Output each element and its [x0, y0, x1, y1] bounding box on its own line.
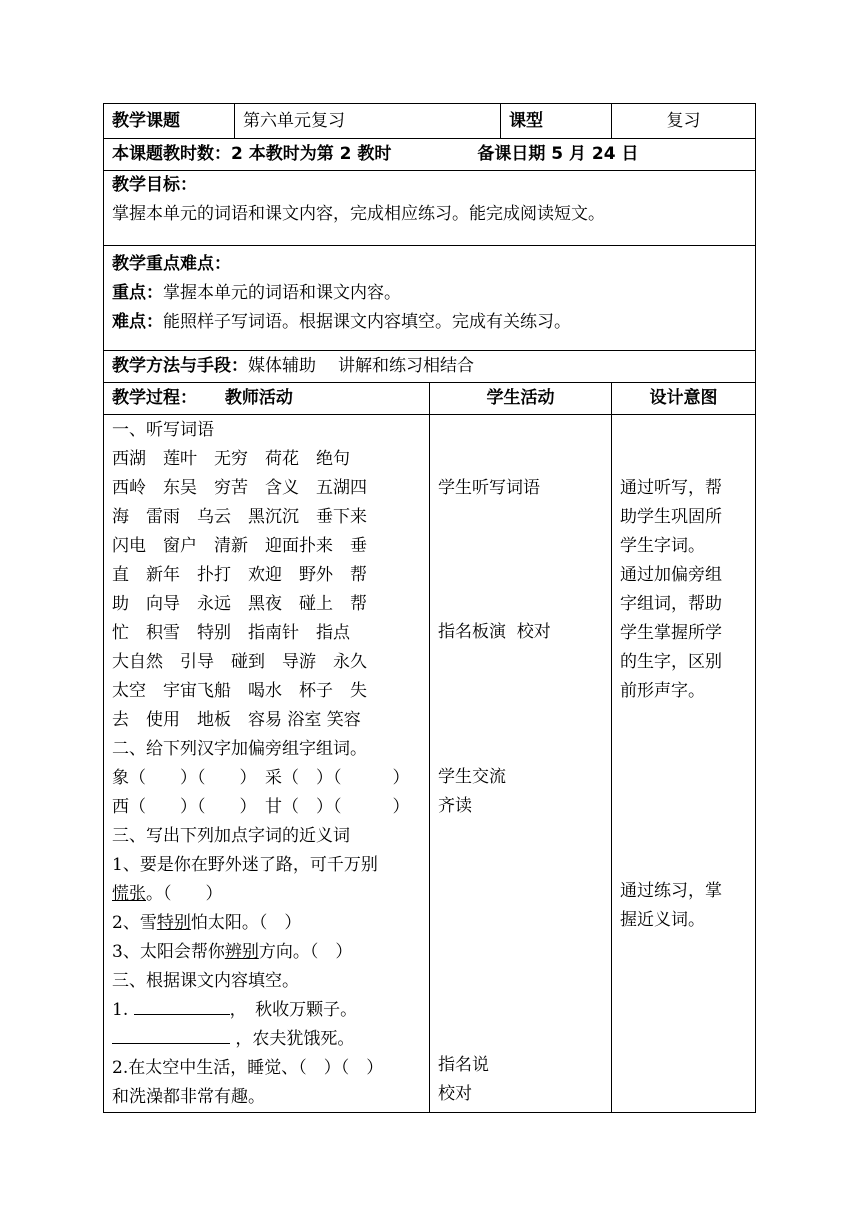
goals-text: 掌握本单元的词语和课文内容，完成相应练习。能完成阅读短文。 [112, 204, 605, 224]
topic-label: 教学课题 [104, 104, 235, 139]
student-note: 学生交流 [438, 767, 506, 787]
intent-line: 握近义词。 [620, 910, 705, 930]
teacher-line: 去 使用 地板 容易 浴室 笑容 [112, 710, 361, 730]
hours-row [104, 139, 756, 171]
difficulty-label: 难点： [112, 312, 163, 332]
teacher-line: 和洗澡都非常有趣。 [112, 1087, 265, 1107]
key-label: 教学重点难点： [112, 254, 231, 274]
teacher-activity: 一、听写词语 西湖 莲叶 无穷 荷花 绝句 西岭 东吴 穷苦 含义 五湖四 海 雷雨 乌云 黑沉沉 垂下来 闪电 窗户 清新 迎面扑来 垂 直 新年 扑打 欢迎 野外 帮 助 向导 永远 黑夜 碰上 帮 忙 积雪 特别 指南针 指点 大自然 引导 碰到 导游 永久 太空 宇宙飞船 喝水 杯子 失 去 使用 地板 容易 浴室 笑容 二、给下列汉字加偏旁组字组词。 象（ ）（ ） 采（ ）（ ） 西（ ）（ ） 甘（ ）（ ） 三、写出下列加点字词的近义词 1、要是你在野外迷了路，可千万别 慌张。（ ） 2、雪特别怕太阳。（ ） 3、太阳会帮你辨别方向。（ ） 三、根据课文内容填空。 1. ， 秋收万颗子。 ，农夫犹饿死。 2.在太空中生活，睡觉、（ ）（ ） 和洗澡都非常有趣。 [104, 415, 430, 1113]
teacher-line: 三、根据课文内容填空。 [112, 971, 299, 991]
prep-date: 备课日期 5 月 24 日 [477, 144, 639, 164]
fill-blank [112, 1025, 230, 1044]
key-row [104, 246, 756, 351]
key-points-label: 重点： [112, 283, 163, 303]
intent-line: 通过练习，掌 [620, 881, 722, 901]
teacher-line: 海 雷雨 乌云 黑沉沉 垂下来 [112, 507, 367, 527]
method-row [104, 351, 756, 383]
intent-line: 学生掌握所学 [620, 623, 722, 643]
underlined-word: 慌张 [112, 884, 146, 904]
method-text-2: 讲解和练习相结合 [338, 356, 474, 376]
lesson-plan [103, 103, 755, 1113]
design-intent-header: 设计意图 [612, 383, 756, 415]
teacher-line: 2.在太空中生活，睡觉、（ ）（ ） [112, 1058, 384, 1078]
student-activity-header: 学生活动 [430, 383, 612, 415]
student-note: 齐读 [438, 796, 472, 816]
teacher-line: 象（ ）（ ） 采（ ）（ ） [112, 768, 410, 788]
intent-line: 字组词，帮助 [620, 594, 722, 614]
header-row [104, 104, 756, 139]
goals-label: 教学目标： [112, 175, 197, 195]
method-text-1: 媒体辅助 [248, 356, 316, 376]
method-label: 教学方法与手段： [112, 356, 248, 376]
topic-value: 第六单元复习 [235, 104, 501, 139]
teacher-line: 西岭 东吴 穷苦 含义 五湖四 [112, 478, 367, 498]
key-points-text: 掌握本单元的词语和课文内容。 [163, 283, 401, 303]
teacher-line: 大自然 引导 碰到 导游 永久 [112, 652, 367, 672]
intent-line: 前形声字。 [620, 681, 705, 701]
lesson-plan-table [103, 103, 756, 1113]
process-label: 教学过程： [112, 388, 197, 408]
teacher-line: 1、要是你在野外迷了路，可千万别 [112, 855, 378, 875]
process-body-row [104, 415, 756, 1113]
student-note: 校对 [438, 1084, 472, 1104]
intent-line: 通过加偏旁组 [620, 565, 722, 585]
teacher-line: 西湖 莲叶 无穷 荷花 绝句 [112, 449, 350, 469]
teacher-line: 二、给下列汉字加偏旁组字组词。 [112, 739, 367, 759]
teacher-line: 太空 宇宙飞船 喝水 杯子 失 [112, 681, 367, 701]
student-note: 指名说 [438, 1055, 489, 1075]
underlined-word: 辨别 [224, 942, 259, 962]
teacher-line: 三、写出下列加点字词的近义词 [112, 826, 350, 846]
teacher-line: 闪电 窗户 清新 迎面扑来 垂 [112, 536, 367, 556]
process-header-row [104, 383, 756, 415]
type-value: 复习 [612, 104, 756, 139]
intent-line: 助学生巩固所 [620, 507, 722, 527]
teacher-line: 直 新年 扑打 欢迎 野外 帮 [112, 565, 367, 585]
teacher-activity-header: 教师活动 [224, 388, 293, 408]
type-label: 课型 [501, 104, 612, 139]
goals-row [104, 171, 756, 246]
student-activity [430, 415, 612, 1113]
student-note: 学生听写词语 [438, 478, 540, 498]
teacher-line: 助 向导 永远 黑夜 碰上 帮 [112, 594, 367, 614]
student-note: 指名板演 校对 [438, 622, 551, 642]
underlined-word: 特别 [156, 913, 191, 933]
teacher-line: 西（ ）（ ） 甘（ ）（ ） [112, 797, 410, 817]
difficulty-text: 能照样子写词语。根据课文内容填空。完成有关练习。 [163, 312, 571, 332]
design-intent [612, 415, 756, 1113]
teacher-line: 一、听写词语 [112, 420, 214, 440]
intent-line: 通过听写，帮 [620, 478, 722, 498]
hours-text: 本课题教时数：2 本教时为第 2 教时 [112, 144, 392, 164]
intent-line: 的生字，区别 [620, 652, 722, 672]
fill-blank [134, 996, 230, 1015]
intent-line: 学生字词。 [620, 536, 705, 556]
teacher-line: 忙 积雪 特别 指南针 指点 [112, 623, 350, 643]
